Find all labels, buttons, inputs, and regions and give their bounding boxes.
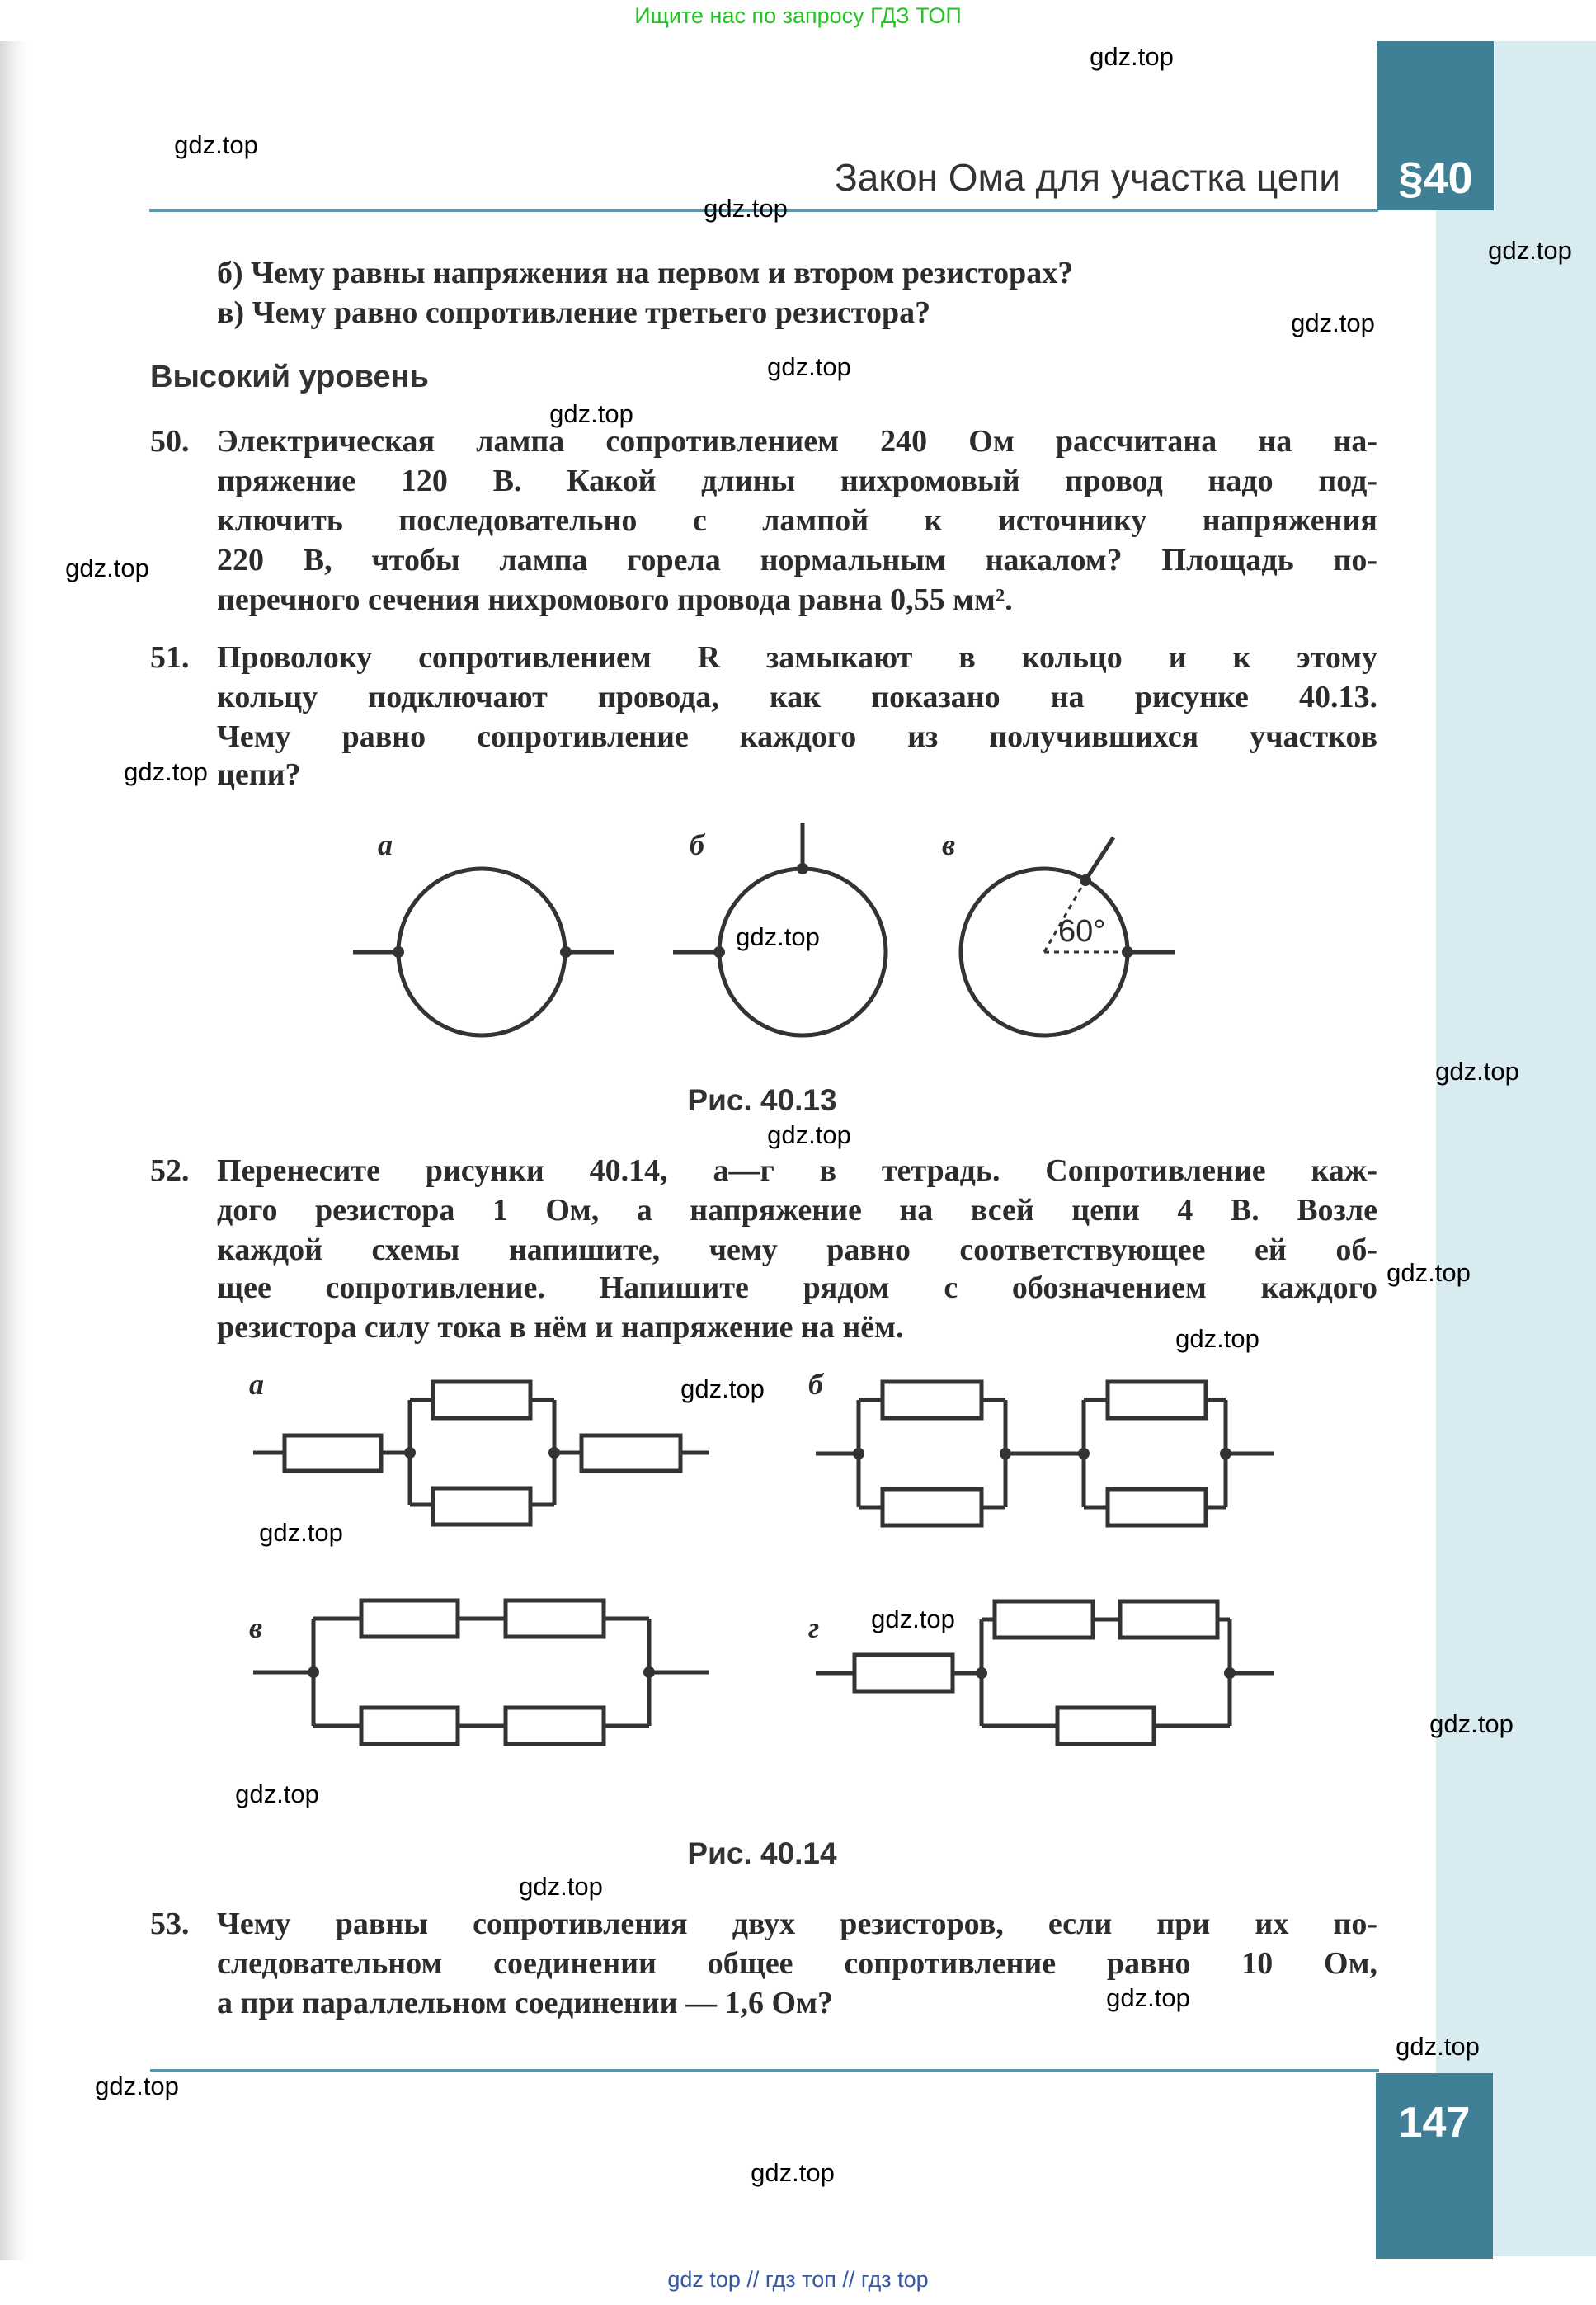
figure-label: в <box>942 828 956 861</box>
junction-node <box>404 1447 416 1459</box>
figure-label: б <box>808 1368 823 1401</box>
watermark: gdz.top <box>1396 2032 1480 2061</box>
resistor <box>285 1435 381 1471</box>
problem-number: 53. <box>150 1907 190 1941</box>
search-hint-banner: Ищите нас по запросу ГДЗ ТОП <box>634 3 962 28</box>
figure-caption: Рис. 40.14 <box>687 1836 837 1870</box>
circuit-b <box>816 1382 1274 1525</box>
junction-node <box>1220 1448 1231 1459</box>
watermark: gdz.top <box>1090 42 1174 71</box>
resistor <box>854 1655 953 1691</box>
watermark: gdz.top <box>549 399 633 428</box>
watermark: gdz.top <box>124 757 208 786</box>
watermark: gdz.top <box>259 1518 343 1547</box>
circuit-a <box>253 1382 709 1525</box>
resistor <box>433 1382 530 1418</box>
question-b: б) Чему равны напряжения на первом и втором резисторах? <box>217 256 1074 290</box>
watermark: gdz.top <box>95 2072 179 2100</box>
problem-line: кольцу подключают провода, как показано на рисунке 40.13. <box>217 680 1377 714</box>
lead-wires <box>1085 837 1175 952</box>
junction-node <box>548 1447 560 1459</box>
figure-label: а <box>378 828 393 861</box>
wire-ring <box>719 869 886 1035</box>
junction-node <box>1000 1448 1011 1459</box>
resistor <box>995 1601 1093 1638</box>
ring-circuit-v <box>961 837 1175 1035</box>
problem-line: а при параллельном соединении — 1,6 Ом? <box>217 1986 833 2020</box>
problem-line: следовательном соединении общее сопротивление равно 10 Ом, <box>217 1946 1377 1981</box>
resistor <box>1120 1601 1217 1638</box>
resistor <box>1108 1382 1206 1418</box>
watermark: gdz.top <box>235 1779 319 1808</box>
junction-node <box>1224 1667 1236 1679</box>
problem-line: Перенесите рисунки 40.14, а—г в тетрадь. Сопротивление каж- <box>217 1153 1377 1188</box>
junction-node <box>1122 946 1133 958</box>
problem-line: каждой схемы напишите, чему равно соответствующее ей об- <box>217 1233 1377 1267</box>
watermark: gdz.top <box>767 352 851 381</box>
watermark: gdz.top <box>680 1374 765 1403</box>
resistor <box>581 1435 680 1471</box>
watermark: gdz.top <box>704 194 788 223</box>
resistor <box>1057 1708 1154 1744</box>
figure-label: б <box>690 828 704 861</box>
watermark: gdz.top <box>1291 309 1375 337</box>
problem-number: 52. <box>150 1153 190 1188</box>
figure-caption: Рис. 40.13 <box>687 1083 837 1117</box>
problem-line: резистора силу тока в нём и напряжение на нём. <box>217 1310 904 1345</box>
watermark: gdz.top <box>736 922 820 951</box>
watermark: gdz.top <box>1488 236 1572 265</box>
angle-label: 60° <box>1058 914 1106 949</box>
problem-line: Чему равно сопротивление каждого из получившихся участков <box>217 719 1377 754</box>
resistor <box>1108 1489 1206 1525</box>
watermark: gdz.top <box>871 1605 955 1633</box>
question-v: в) Чему равно сопротивление третьего резистора? <box>217 295 931 330</box>
problem-line: перечного сечения нихромового провода равна 0,55 мм². <box>217 582 1013 617</box>
junction-node <box>797 863 808 874</box>
angle-dashed-lines <box>1044 880 1128 952</box>
circuit-v <box>253 1600 709 1744</box>
resistor <box>361 1708 458 1744</box>
junction-node <box>713 946 725 958</box>
problem-line: дого резистора 1 Ом, а напряжение на всей цепи 4 В. Возле <box>217 1193 1377 1228</box>
resistor <box>506 1600 604 1637</box>
wire-ring <box>398 869 565 1035</box>
junction-node <box>853 1448 864 1459</box>
problem-line: пряжение 120 В. Какой длины нихромовый провод надо под- <box>217 464 1377 498</box>
level-heading: Высокий уровень <box>150 360 429 394</box>
junction-node <box>1078 1448 1090 1459</box>
page-title: Закон Ома для участка цепи <box>834 156 1340 199</box>
problem-line: щее сопротивление. Напишите рядом с обозначением каждого <box>217 1270 1377 1305</box>
junction-node <box>976 1667 987 1679</box>
watermark: gdz.top <box>1175 1324 1259 1353</box>
page-number: 147 <box>1398 2099 1471 2147</box>
ring-circuit-a <box>353 869 614 1035</box>
figure-label: в <box>249 1611 263 1644</box>
junction-node <box>308 1666 319 1678</box>
watermark: gdz.top <box>1386 1258 1471 1287</box>
figure-label: а <box>249 1368 264 1401</box>
problem-number: 51. <box>150 640 190 675</box>
footer-links: gdz top // гдз топ // гдз top <box>667 2267 929 2292</box>
watermark: gdz.top <box>174 130 258 159</box>
watermark: gdz.top <box>1435 1057 1519 1086</box>
junction-node <box>560 946 572 958</box>
problem-line: Проволоку сопротивлением R замыкают в кольцо и к этому <box>217 640 1377 675</box>
problem-line: Электрическая лампа сопротивлением 240 Ом рассчитана на на- <box>217 424 1377 459</box>
problem-line: ключить последовательно с лампой к источнику напряжения <box>217 503 1377 538</box>
resistor <box>883 1382 982 1418</box>
resistor <box>361 1600 458 1637</box>
watermark: gdz.top <box>65 554 149 582</box>
resistor <box>506 1708 604 1744</box>
watermark: gdz.top <box>767 1120 851 1149</box>
wires <box>253 1619 709 1726</box>
junction-node <box>393 946 404 958</box>
problem-line: 220 В, чтобы лампа горела нормальным накалом? Площадь по- <box>217 543 1377 577</box>
resistor <box>883 1489 982 1525</box>
junction-node <box>1080 874 1091 886</box>
watermark: gdz.top <box>1106 1983 1190 2012</box>
resistor <box>433 1488 530 1525</box>
watermark: gdz.top <box>1429 1709 1514 1738</box>
junction-node <box>643 1666 655 1678</box>
problem-line: Чему равны сопротивления двух резисторов, если при их по- <box>217 1907 1377 1941</box>
watermark: gdz.top <box>751 2158 835 2187</box>
section-number: §40 <box>1398 153 1473 203</box>
problem-number: 50. <box>150 424 190 459</box>
figure-label: г <box>808 1611 820 1644</box>
problem-line: цепи? <box>217 757 301 792</box>
watermark: gdz.top <box>519 1872 603 1901</box>
